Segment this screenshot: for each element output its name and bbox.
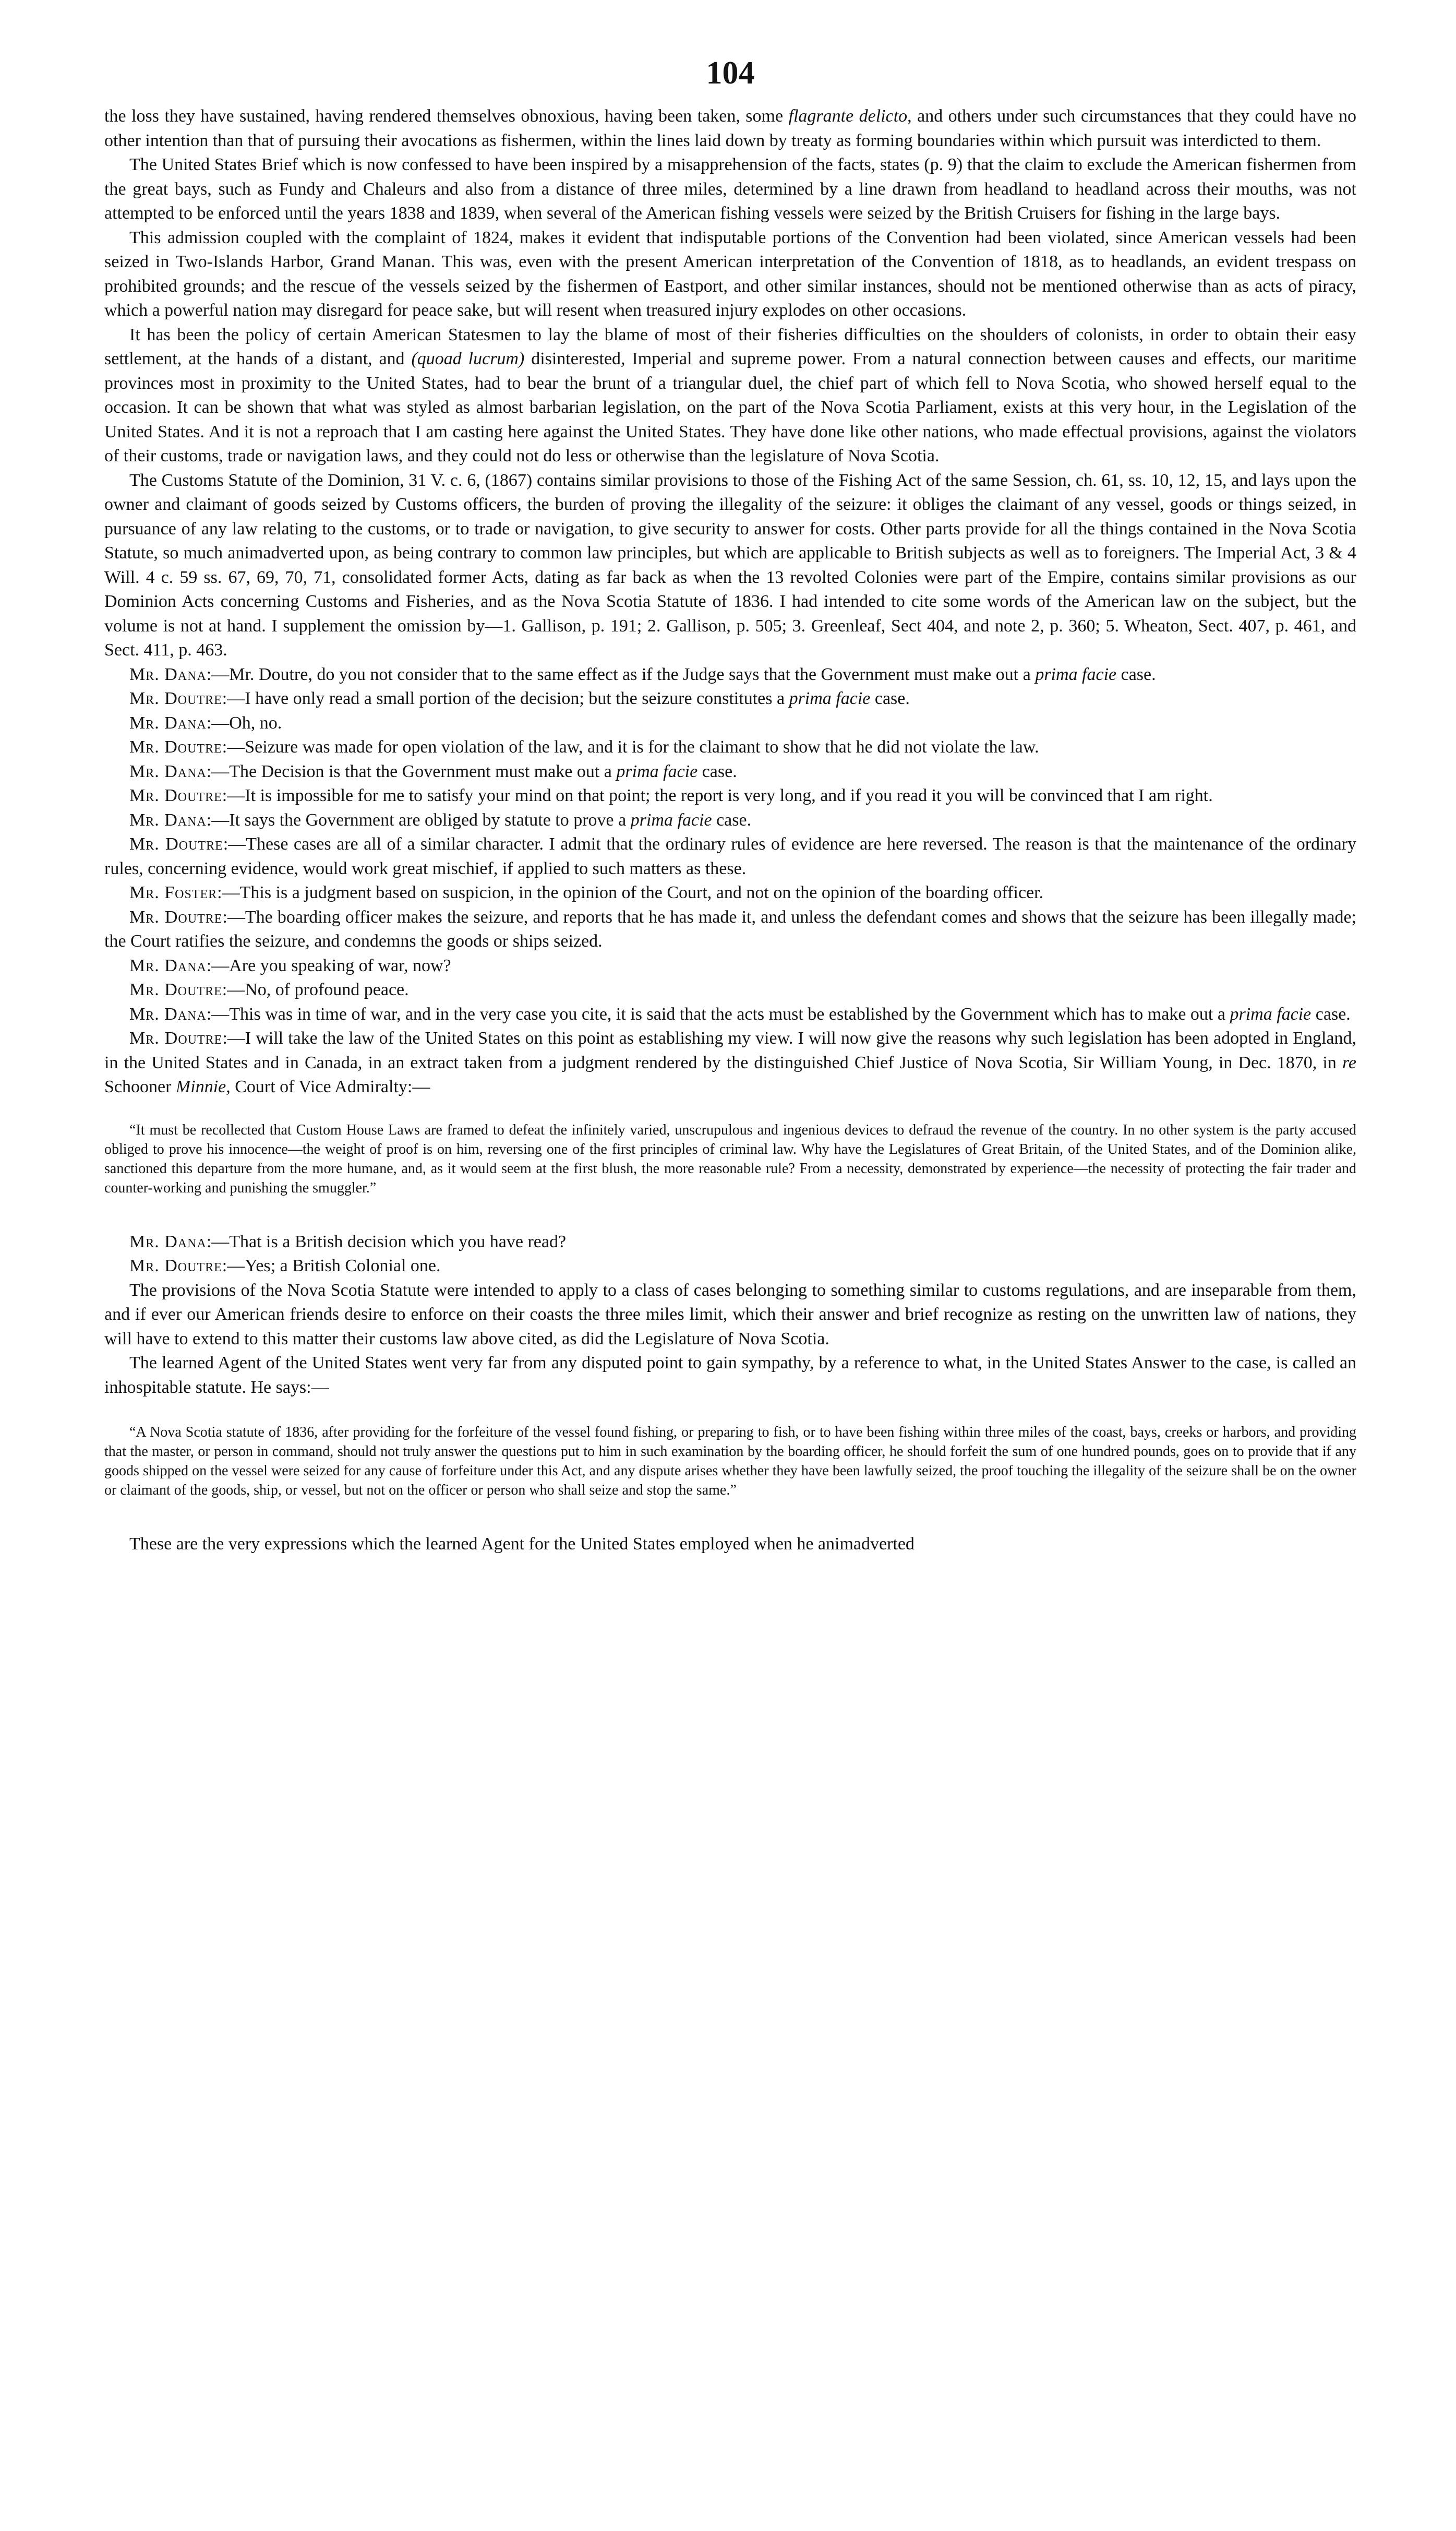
block-quote-1: “It must be recollected that Custom House Laws are framed to defeat the infinitely varied, unscrupulous and ingenious devices to defraud the revenue of the country. In no other system is the party accused obliged to prove his innocence—the weight of proof is on him, reversing one of the first principles of criminal law. Why have the Legislatures of Great Britain, of the United States, and of the Dominion alike, sanctioned this departure from the more humane, and, as it would seem at the first blush, the more reasonable rule? From a necessity, demonstrated by experience—the necessity of protecting the fair trader and counter-working and punishing the smuggler.” (104, 1121, 1356, 1196)
dialog-line (104, 1026, 1356, 1100)
paragraph-3: This admission coupled with the complaint of 1824, makes it evident that indisputable portions of the Convention had been violated, since American vessels had been seized in Two-Islands Harbor, Grand Manan. This was, even with the present American interpretation of the Convention of 1818, as to headlands, an evident trespass on prohibited grounds; and the rescue of the vessels seized by the fishermen of Eastport, and other similar instances, should not be mentioned otherwise than as acts of piracy, which a powerful nation may disregard for peace sake, but will resent when treasured injury explodes on other occasions. (104, 228, 1356, 320)
speaker-name: Mr. Doutre (129, 786, 222, 805)
italic-phrase: prima facie (616, 761, 698, 781)
paragraph-7: The learned Agent of the United States went very far from any disputed point to gain sympathy, by a reference to what, in the United States Answer to the case, is called an inhospitable statute. He says:— (104, 1353, 1356, 1397)
speech-text: case. (1116, 664, 1156, 684)
dialog-line (104, 905, 1356, 954)
speaker-name: Mr. Dana (129, 1232, 207, 1251)
speaker-name: Mr. Dana (129, 810, 207, 830)
speech-text: :—The Decision is that the Government must make out a (206, 761, 617, 781)
speaker-name: Mr. Dana (129, 956, 207, 975)
speaker-name: Mr. Doutre (129, 689, 222, 708)
speech-text: case. (712, 810, 752, 830)
italic-phrase: flagrante delicto (788, 106, 908, 126)
dialog-line (104, 711, 1356, 736)
speech-text: :—It says the Government are obliged by statute to prove a (206, 810, 631, 830)
paragraph-4 (104, 323, 1356, 469)
dialog-line (104, 735, 1356, 760)
speech-text: :—I have only read a small portion of the decision; but the seizure constitutes a (222, 689, 789, 708)
speech-text: :—Oh, no. (206, 713, 282, 733)
document-page (104, 52, 1356, 2505)
dialog-line (104, 687, 1356, 711)
speech-text: case. (697, 761, 737, 781)
speech-text: :—I will take the law of the United States on this point as establishing my view. I will now give the reasons why such legislation has been adopted in England, in the United States and in Canada, in an extract taken from a judgment rendered by the distinguished Chief Justice of Nova Scotia, Sir William Young, in Dec. 1870, in (104, 1029, 1356, 1072)
speaker-name: Mr. Dana (129, 1004, 207, 1024)
text-run: It has been the policy of certain American Statesmen to lay the blame of most of their fisheries difficulties on the shoulders of colonists, in order to obtain their easy settlement, at the hands of a distant, and (104, 325, 1356, 368)
dialog-line (104, 1230, 1356, 1255)
italic-phrase: prima facie (1035, 664, 1117, 684)
speech-text: :—These cases are all of a similar character. I admit that the ordinary rules of evidence are here reversed. The reason is that the maintenance of the ordinary rules, concerning evidence, would work great mischief, if applied to such matters as these. (104, 834, 1356, 878)
speaker-name: Mr. Doutre (129, 1029, 223, 1048)
speech-text: :—No, of profound peace. (222, 980, 409, 999)
dialog-line (104, 808, 1356, 833)
speech-text: :—The boarding officer makes the seizure, and reports that he has made it, and unless the defendant comes and shows that the seizure has been illegally made; the Court ratifies the seizure, and condemns the goods or ships seized. (104, 907, 1356, 951)
italic-phrase: re (1342, 1053, 1356, 1072)
dialog-line (104, 978, 1356, 1002)
speech-text: , Court of Vice Admiralty:— (226, 1077, 430, 1096)
dialog-line (104, 832, 1356, 881)
paragraph-6: The provisions of the Nova Scotia Statute were intended to apply to a class of cases belonging to something similar to customs regulations, and are inseparable from them, and if ever our American friends desire to enforce on their coasts the three miles limit, which their answer and brief recognize as resting on the unwritten law of nations, they will have to extend to this matter their customs law above cited, as did the Legislature of Nova Scotia. (104, 1280, 1356, 1348)
speech-text: case. (1311, 1004, 1351, 1024)
paragraph-1 (104, 104, 1356, 153)
italic-phrase: (quoad lucrum) (411, 349, 525, 368)
text-run: disinterested, Imperial and supreme power. From a natural connection between causes and effects, our maritime provinces most in proximity to the United States, had to bear the brunt of a triangular duel, the chief part of which fell to Nova Scotia, who showed herself equal to the occasion. It can be shown that what was styled as almost barbarian legislation, on the part of the Nova Scotia Parliament, exists at this very hour, in the Legislation of the United States. And it is not a reproach that I am casting here against the United States. They have done like other nations, who made effectual provisions, against the violators of their customs, trade or navigation laws, and they could not do less or otherwise than the legislature of Nova Scotia. (104, 349, 1356, 465)
speech-text: Schooner (104, 1077, 176, 1096)
speaker-name: Mr. Doutre (129, 1256, 222, 1275)
speaker-name: Mr. Doutre (129, 737, 222, 757)
speech-text: :—It is impossible for me to satisfy your mind on that point; the report is very long, and if you read it you will be convinced that I am right. (222, 786, 1213, 805)
block-quote-2: “A Nova Scotia statute of 1836, after providing for the forfeiture of the vessel found fishing, or preparing to fish, or to have been fishing within three miles of the coast, bays, creeks or harbors, and providing that the master, or person in command, should not truly answer the questions put to him in such examination by the boarding officer, he should forfeit the sum of one hundred pounds, goes on to provide that if any goods shipped on the vessel were seized for any cause of forfeiture under this Act, and any dispute arises whether they have been lawfully seized, the proof touching the illegality of the seizure shall be on the owner or claimant of the goods, ship, or vessel, but not on the officer or person who shall seize and stop the same.” (104, 1424, 1356, 1498)
paragraph-5: The Customs Statute of the Dominion, 31 V. c. 6, (1867) contains similar provisions to those of the Fishing Act of the same Session, ch. 61, ss. 10, 12, 15, and lays upon the owner and claimant of goods seized by Customs officers, the burden of proving the illegality of the seizure: it obliges the claimant of any vessel, goods or things seized, in pursuance of any law relating to the customs, or to trade or navigation, to give security to answer for costs. Other parts provide for all the things contained in the Nova Scotia Statute, so much animadverted upon, as being contrary to common law principles, but which are applicable to British subjects as well as to foreigners. The Imperial Act, 3 & 4 Will. 4 c. 59 ss. 67, 69, 70, 71, consolidated former Acts, dating as far back as when the 13 revolted Colonies were part of the Empire, contains similar provisions as our Dominion Acts concerning Customs and Fisheries, and as the Nova Scotia Statute of 1836. I had intended to cite some words of the American law on the subject, but the volume is not at hand. I supplement the omission by—1. Gallison, p. 191; 2. Gallison, p. 505; 3. Greenleaf, Sect 404, and note 2, p. 360; 5. Wheaton, Sect. 407, p. 461, and Sect. 411, p. 463. (104, 470, 1356, 660)
page-number: 104 (706, 55, 755, 91)
speech-text: :—Mr. Doutre, do you not consider that to the same effect as if the Judge says that the Government must make out a (206, 664, 1036, 684)
speaker-name: Mr. Dana (129, 761, 207, 781)
dialog-line (104, 1254, 1356, 1279)
speech-text: :—This is a judgment based on suspicion, in the opinion of the Court, and not on the opinion of the boarding officer. (217, 883, 1044, 902)
speaker-name: Mr. Dana (129, 664, 207, 684)
speech-text: :—That is a British decision which you have read? (206, 1232, 567, 1251)
speech-text: :—This was in time of war, and in the very case you cite, it is said that the acts must be established by the Government which has to make out a (206, 1004, 1230, 1024)
speaker-name: Mr. Doutre (129, 980, 222, 999)
text-run: the loss they have sustained, having rendered themselves obnoxious, having been taken, some (104, 106, 789, 126)
speech-text: :—Are you speaking of war, now? (206, 956, 451, 975)
speaker-name: Mr. Doutre (129, 907, 223, 927)
text-run: , and others under such circumstances that they could have no other intention than that of pursuing their avocations as fishermen, within the lines laid down by treaty as forming boundaries within which pursuit was interdicted to them. (104, 106, 1356, 150)
dialog-line (104, 784, 1356, 808)
italic-phrase: Minnie (175, 1077, 226, 1096)
paragraph-2: The United States Brief which is now confessed to have been inspired by a misapprehension of the facts, states (p. 9) that the claim to exclude the American fishermen from the great bays, such as Fundy and Chaleurs and also from a distance of three miles, determined by a line drawn from headland to headland across their mouths, was not attempted to be enforced until the years 1838 and 1839, when several of the American fishing vessels were seized by the British Cruisers for fishing in the large bays. (104, 155, 1356, 223)
speaker-name: Mr. Dana (129, 713, 207, 733)
speech-text: case. (870, 689, 910, 708)
italic-phrase: prima facie (630, 810, 712, 830)
dialog-line (104, 881, 1356, 905)
dialog-line (104, 1002, 1356, 1027)
dialog-line (104, 760, 1356, 784)
speech-text: :—Yes; a British Colonial one. (222, 1256, 441, 1275)
dialog-line (104, 954, 1356, 978)
paragraph-8: These are the very expressions which the learned Agent for the United States employed when he animadverted (129, 1534, 914, 1554)
speaker-name: Mr. Doutre (129, 834, 223, 854)
dialog-line (104, 663, 1356, 687)
speaker-name: Mr. Foster (129, 883, 218, 902)
speech-text: :—Seizure was made for open violation of the law, and it is for the claimant to show that he did not violate the law. (222, 737, 1039, 757)
italic-phrase: prima facie (789, 689, 871, 708)
italic-phrase: prima facie (1230, 1004, 1311, 1024)
